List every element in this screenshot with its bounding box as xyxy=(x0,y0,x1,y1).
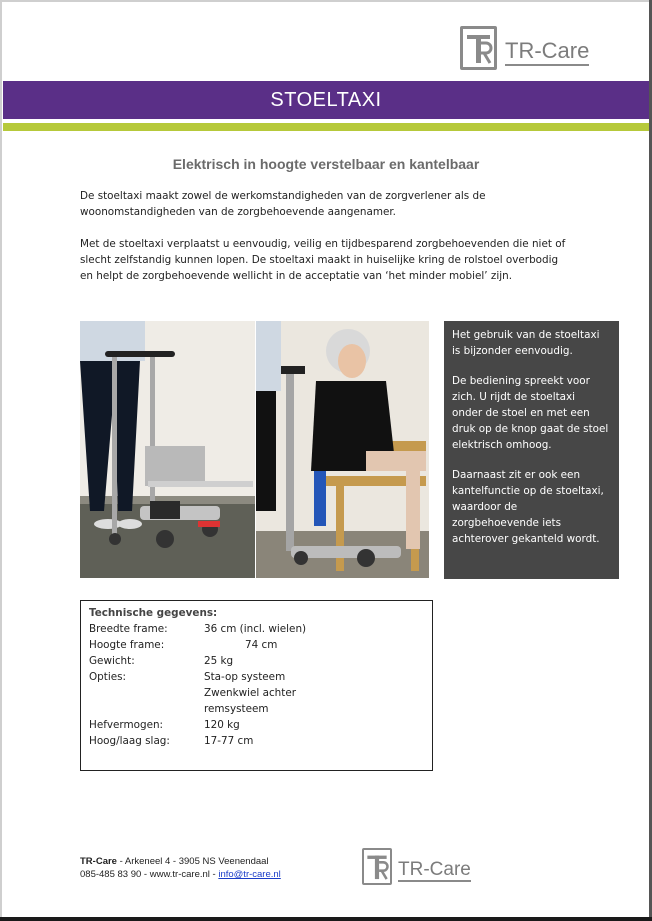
intro-paragraph-1: De stoeltaxi maakt zowel de werkomstandigheden van de zorgverlener als de woonomstandigheden van de zorgbehoevende aangenamer. xyxy=(80,190,486,218)
info-box xyxy=(444,321,619,579)
spec-row: Hoogte frame: 74 cm xyxy=(89,639,278,651)
title-banner xyxy=(3,81,649,119)
logo-text: TR-Care xyxy=(398,858,471,880)
spec-row: Hoog/laag slag: 17-77 cm xyxy=(89,735,254,747)
intro-paragraph-2: Met de stoeltaxi verplaatst u eenvoudig, veilig en tijdbesparend zorgbehoevenden die niet of slecht zelfstandig kunnen lopen. De stoeltaxi maakt in huiselijke kring de rolstoel overbodig en helpt de zorgbehoevende wellicht in de acceptatie van ‘het minder mobiel’ zijn. xyxy=(80,238,566,282)
info-paragraph: Het gebruik van de stoeltaxi is bijzonder eenvoudig. xyxy=(452,329,600,357)
footer-address-line xyxy=(80,855,281,868)
tr-logo-icon xyxy=(460,26,497,70)
footer-logo xyxy=(362,848,471,885)
tr-logo-icon xyxy=(362,848,392,885)
info-paragraph: Daarnaast zit er ook een kantelfunctie op de stoeltaxi, waardoor de zorgbehoevende iets achterover gekanteld wordt. xyxy=(452,469,604,545)
footer-phone-line xyxy=(80,868,281,881)
accent-bar xyxy=(3,123,649,131)
photo-stoeltaxi-seated xyxy=(256,321,429,578)
info-paragraph: De bediening spreekt voor zich. U rijdt de stoeltaxi onder de stoel en met een druk op de knop gaat de stoel elektrisch omhoog. xyxy=(452,375,609,451)
page-border xyxy=(0,0,2,921)
spec-row: remsysteem xyxy=(204,703,269,715)
page-title: STOELTAXI xyxy=(270,88,382,111)
technical-specs-table xyxy=(80,600,433,771)
spec-row: Hefvermogen: 120 kg xyxy=(89,719,240,731)
spec-row: Zwenkwiel achter xyxy=(204,687,296,699)
logo-text: TR-Care xyxy=(505,40,589,66)
spec-row: Breedte frame: 36 cm (incl. wielen) xyxy=(89,623,307,635)
header-logo xyxy=(460,26,589,70)
page-border xyxy=(0,917,652,921)
photo-stoeltaxi-standing xyxy=(80,321,255,578)
footer-company: TR-Care xyxy=(80,856,117,867)
page-border xyxy=(0,0,652,2)
footer-contact xyxy=(80,855,281,881)
specs-title: Technische gegevens: xyxy=(89,607,218,619)
footer-phone-web: 085-485 83 90 - www.tr-care.nl - xyxy=(80,869,219,880)
footer-address: - Arkeneel 4 - 3905 NS Veenendaal xyxy=(116,856,269,867)
email-link[interactable]: info@tr-care.nl xyxy=(218,869,281,880)
spec-row: Gewicht: 25 kg xyxy=(89,655,234,667)
spec-row: Opties: Sta-op systeem xyxy=(89,671,286,683)
subtitle: Elektrisch in hoogte verstelbaar en kantelbaar xyxy=(172,156,480,172)
